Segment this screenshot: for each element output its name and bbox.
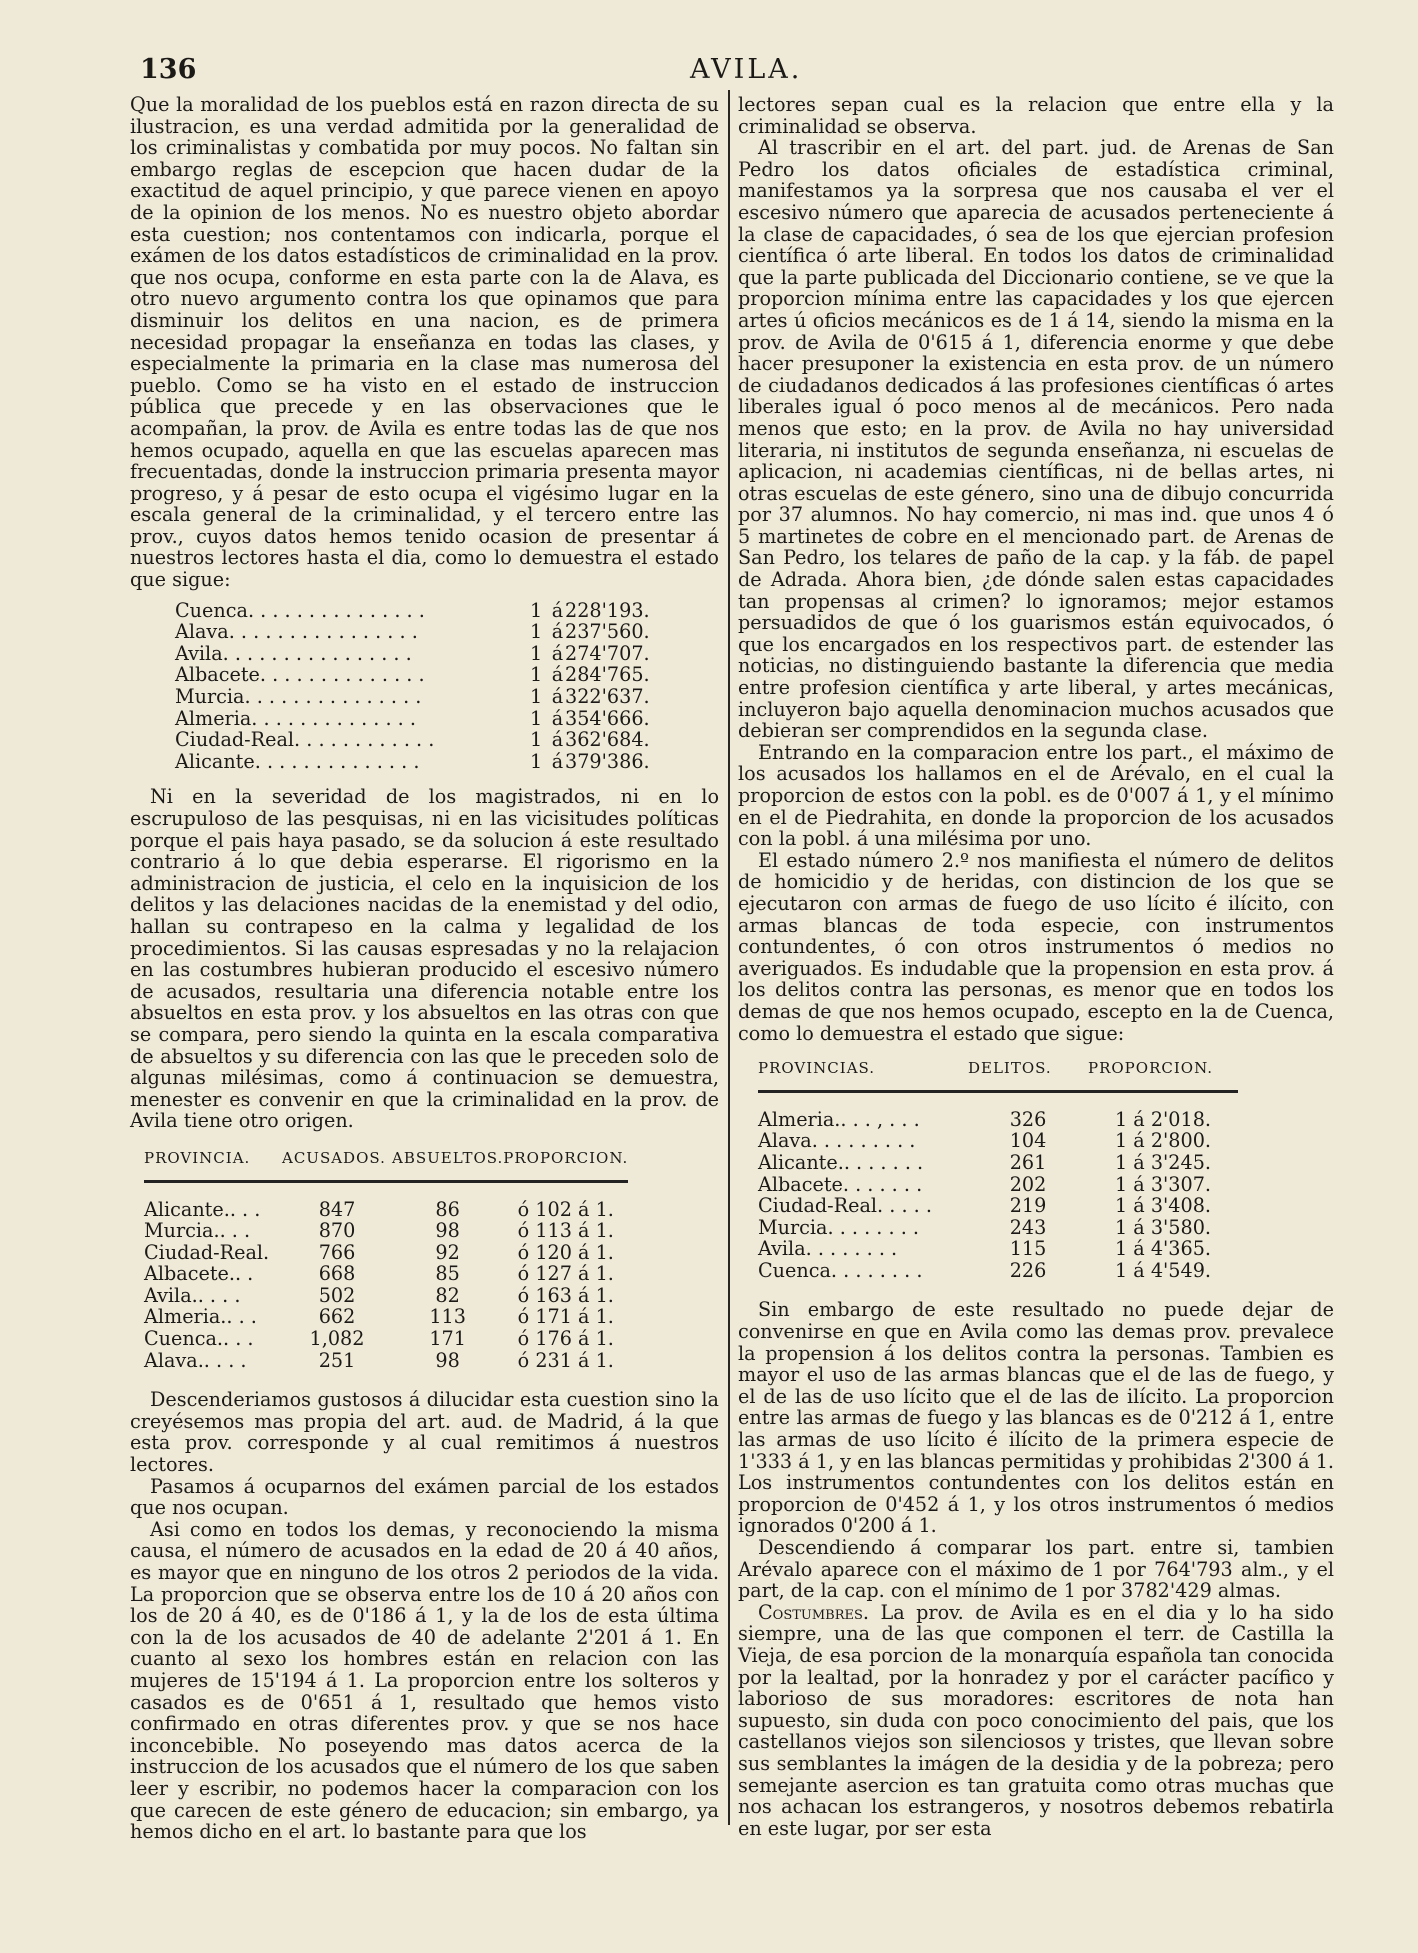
column-header: DELITOS. [968,1054,1088,1091]
province-cell: Murcia. . . . . . . . [758,1215,919,1239]
paragraph: Ni en la severidad de los magistrados, ni en lo escrupuloso de las pesquisas, ni en las vicisitudes políticas porque el pais haya pasado, se da solucion á este resultado contrario á lo que debia esperarse. El rigorismo en la administracion de justicia, el celo en la inquisicion de los delitos y las delaciones nacidas de la enemistad y del odio, hallan su contrapeso en la calma y legalidad de los procedimientos. Si las causas espresadas y no la relajacion en las costumbres hubieran producido el escesivo número de acusados, resultaria una diferencia notable entre los absueltos en esta prov. y los absueltos en las otras con que se compara, pero siendo la quinta en la escala comparativa de absueltos y su diferencia con las que le preceden solo de algunas milésimas, como á continuacion se demuestra, menester es convenir en que la criminalidad en la prov. de Avila tiene otro origen. [130,785,719,1133]
province-name: Albacete [175,663,260,687]
table-row [758,1152,1238,1174]
table-row [758,1195,1238,1217]
delitos-cell: 219 [1009,1194,1047,1218]
proporcion-cell: ó 163 á 1. [517,1283,614,1307]
acusados-cell: 251 [318,1348,356,1372]
delitos-cell: 326 [1009,1107,1047,1131]
absueltos-cell: 86 [435,1197,460,1221]
table-row [175,600,650,622]
acusados-cell: 662 [318,1305,356,1329]
province-cell: Alicante.. . . . . . . [758,1150,924,1174]
ratio-value: 379'386. [565,749,650,773]
province-name: Almeria [175,706,252,730]
proporcion-cell: 1 á 3'408. [1114,1194,1212,1218]
province-cell [175,621,530,643]
absueltos-cell: 82 [435,1283,460,1307]
ratio-sep: á [551,728,564,752]
province-name: Murcia [175,685,245,709]
table-row [144,1263,628,1285]
acusados-cell: 847 [318,1197,356,1221]
table-row [758,1174,1238,1196]
ratio-one: 1 [530,706,543,730]
province-name: Ciudad-Real [175,728,295,752]
province-name: Avila [175,641,223,665]
paragraph [738,1602,1334,1840]
leader-dots: . . . . . . . . . . . . . . [251,706,416,730]
proporcion-cell: 1 á 4'365. [1114,1237,1212,1261]
province-cell: Almeria.. . . [144,1305,257,1329]
table-row [144,1350,628,1372]
ratio-sep: á [551,749,564,773]
column-header: ABSUELTOS. [392,1144,503,1181]
table-row [175,664,650,686]
province-cell: Alava.. . . . [144,1348,247,1372]
table-row [758,1217,1238,1239]
paragraph: Que la moralidad de los pueblos está en razon directa de su ilustracion, es una verdad admitida por la generalidad de los criminalistas y combatida por muy pocos. No faltan sin embargo reglas de escepcion que hacen dudar de la exactitud de aquel principio, y que parece vienen en apoyo de la opinion de los menos. No es nuestro objeto abordar esta cuestion; nos contentamos con indicarla, porque el exámen de los datos estadísticos de criminalidad en la prov. que nos ocupa, conforme en esta parte con la de Alava, es otro nuevo argumento contra los que opinamos que para disminuir los delitos en una nacion, es de primera necesidad propagar la enseñanza en todas las clases, y especialmente la primaria en la clase mas numerosa del pueblo. Como se ha visto en el estado de instruccion pública que precede y en las observaciones que le acompañan, la prov. de Avila es entre todas las de que nos hemos ocupado, aquella en que las escuelas aparecen mas frecuentadas, donde la instruccion primaria presenta mayor progreso, y á pesar de esto ocupa el vigésimo lugar en la escala general de la criminalidad, y el tercero entre las prov., cuyos datos hemos tenido ocasion de presentar á nuestros lectores hasta el dia, como lo demuestra el estado que sigue: [130,93,719,592]
proporcion-cell: ó 113 á 1. [517,1219,614,1243]
table-row [175,751,650,773]
leader-dots: . . . . . . . . . . . . . . . . [222,641,412,665]
absueltos-cell: 85 [435,1262,460,1286]
table-row [758,1238,1238,1260]
absueltos-cell: 98 [435,1348,460,1372]
province-cell [175,729,530,751]
leader-dots: . . . . . . . . . . . . . . . [247,598,425,622]
province-cell: Avila. . . . . . . . [758,1237,898,1261]
province-cell [175,708,530,730]
province-cell [175,600,530,622]
table-row [758,1260,1238,1282]
province-name: Alava [175,620,229,644]
province-cell: Alicante.. . . [144,1197,261,1221]
leader-dots: . . . . . . . . . . . . [294,728,435,752]
proporcion-cell: ó 176 á 1. [517,1327,614,1351]
proporcion-cell: ó 231 á 1. [517,1348,614,1372]
absueltos-cell: 98 [435,1219,460,1243]
province-cell: Albacete.. . [144,1262,254,1286]
proporcion-cell: ó 102 á 1. [517,1197,614,1221]
proporcion-cell: ó 127 á 1. [517,1262,614,1286]
absueltos-cell: 92 [435,1240,460,1264]
table-row [144,1199,628,1221]
paragraph: Entrando en la comparacion entre los part., el máximo de los acusados los hallamos en el de Arévalo, en el cual la proporcion de estos con la pobl. es de 0'007 á 1, y el mínimo en el de Piedrahita, en donde la proporcion de los acusados con la pobl. á una milésima por uno. [738,740,1334,851]
column-divider [728,90,730,1825]
criminality-table [175,600,650,773]
ratio-value: 274'707. [565,641,650,665]
column-header: ACUSADOS. [282,1144,392,1181]
proporcion-cell: 1 á 2'018. [1114,1107,1212,1131]
ratio-sep: á [551,598,564,622]
proporcion-cell: ó 171 á 1. [517,1305,614,1329]
right-column [738,94,1334,1839]
paragraph: Asi como en todos los demas, y reconociendo la misma causa, el número de acusados en la edad de 20 á 40 años, es mayor que en ninguno de los otros 2 periodos de la vida. La proporcion que se observa entre los de 10 á 20 años con los de 20 á 40, es de 0'186 á 1, y la de los de esta última con la de los acusados de 40 de adelante 2'201 á 1. En cuanto al sexo los hombres están en relacion con las mujeres de 15'194 á 1. La proporcion entre los solteros y casados es de 0'651 á 1, resultado que hemos visto confirmado en otras diferentes prov. y que se nos hace inconcebible. No poseyendo mas datos acerca de la instruccion de los acusados que el número de los que saben leer y escribir, no podemos hacer la comparacion con los que carecen de este género de educacion; sin embargo, ya hemos dicho en el art. lo bastante para que los [130,1517,719,1844]
table-row [175,686,650,708]
ratio-sep: á [551,706,564,730]
province-cell [175,643,530,665]
delitos-cell: 115 [1009,1237,1047,1261]
province-cell: Alava. . . . . . . . . [758,1129,916,1153]
delitos-cell: 243 [1009,1215,1047,1239]
proporcion-cell: 1 á 2'800. [1114,1129,1212,1153]
column-header: PROVINCIA. [144,1144,282,1181]
leader-dots: . . . . . . . . . . . . . . [254,749,420,773]
absueltos-cell: 171 [429,1327,466,1351]
province-cell: Almeria.. . . , . . . [758,1107,920,1131]
province-cell: Ciudad-Real. [144,1240,270,1264]
paragraph: Descendiendo á comparar los part. entre si, tambien Arévalo aparece con el máximo de 1 por 764'793 alm., y el part, de la cap. con el mínimo de 1 por 3782'429 almas. [738,1536,1334,1603]
page-header [140,54,1340,88]
ratio-value: 354'666. [565,706,650,730]
province-name: Cuenca [175,598,248,622]
province-cell: Ciudad-Real. . . . . [758,1194,932,1218]
table-row [175,643,650,665]
leader-dots: . . . . . . . . . . . . . . . . [228,620,418,644]
table-row [144,1242,628,1264]
acquittals-table [144,1144,628,1371]
ratio-value: 362'684. [565,728,650,752]
ratio-one: 1 [530,749,543,773]
table-row [144,1306,628,1328]
delitos-cell: 261 [1009,1150,1047,1174]
ratio-one: 1 [530,598,543,622]
paragraph: Sin embargo de este resultado no puede dejar de convenirse en que en Avila como las demas prov. prevalece la propension á los delitos contra la personas. Tambien es mayor el uso de las armas blancas que el de las de fuego, y el de las de uso lícito que el de las de ilícito. La proporcion entre las armas de fuego y las blancas es de 0'212 á 1, entre las armas de uso lícito é ilícito de la primera especie de 1'333 á 1, y en las blancas permitidas y prohibidas 2'300 á 1. Los instrumentos contundentes con los delitos están en proporcion de 0'452 á 1, y los otros instrumentos ó medios ignorados 0'200 á 1. [738,1298,1335,1538]
left-column [130,94,719,1843]
province-cell: Albacete. . . . . . . [758,1172,923,1196]
proporcion-cell: 1 á 3'307. [1114,1172,1212,1196]
absueltos-cell: 113 [429,1305,466,1329]
ratio-one: 1 [530,685,543,709]
proporcion-cell: 1 á 3'580. [1114,1215,1212,1239]
table-row [758,1130,1238,1152]
ratio-value: 284'765. [565,663,650,687]
ratio-one: 1 [530,728,543,752]
acusados-cell: 870 [318,1219,356,1243]
province-cell [175,751,530,773]
table-row [175,621,650,643]
acusados-cell: 502 [318,1283,356,1307]
page-number: 136 [140,54,197,85]
paragraph: El estado número 2.º nos manifiesta el número de delitos de homicidio y de heridas, con distincion de los que se ejecutaron con armas de fuego de uso lícito é ilícito, con armas blancas de toda especie, con instrumentos contundentes, ó con otros instrumentos ó medios no averiguados. Es indudable que la propension en esta prov. á los delitos contra las personas, es menor que en todos los demas de que nos hemos ocupado, escepto en la de Cuenca, como lo demuestra el estado que sigue: [738,848,1334,1045]
province-cell [175,664,530,686]
province-cell: Murcia.. . . [144,1219,251,1243]
section-heading: Costumbres. [758,1600,870,1624]
column-header: PROVINCIAS. [758,1054,968,1091]
proporcion-cell: ó 120 á 1. [517,1240,614,1264]
running-title: AVILA. [690,54,803,85]
ratio-sep: á [551,663,564,687]
paragraph: Descenderiamos gustosos á dilucidar esta cuestion sino la creyésemos mas propia del art. aud. de Madrid, á la que esta prov. corresponde y al cual remitimos á nuestros lectores. [130,1388,719,1477]
paragraph: Al trascribir en el art. del part. jud. de Arenas de San Pedro los datos oficiales de estadística criminal, manifestamos ya la sorpresa que nos causaba el ver el escesivo número que aparecia de acusados perteneciente á la clase de capacidades, ó sea de los que ejercian profesion científica ó arte liberal. En todos los datos de criminalidad que la parte publicada del Diccionario contiene, se ve que la proporcion mínima entre las capacidades y los que ejercen artes ú oficios mecánicos es de 1 á 14, siendo la misma en la prov. de Avila de 0'615 á 1, diferencia enorme y que debe hacer presuponer la existencia en esta prov. de un número de ciudadanos dedicados á las profesiones científicas ó artes liberales igual ó poco menos al de mecánicos. Pero nada menos que esto; en la prov. de Avila no hay universidad literaria, ni institutos de segunda enseñanza, ni escuelas de aplicacion, ni academias científicas, ni de bellas artes, ni otras escuelas de este género, sino una de dibujo concurrida por 37 alumnos. No hay comercio, ni mas ind. que unos 4 ó 5 martinetes de cobre en el mencionado part. de Arenas de San Pedro, los telares de paño de la cap. y la fáb. de papel de Adrada. Ahora bien, ¿de dónde salen estas capacidades tan propensas al crimen? lo ignoramos; mejor estamos persuadidos de que ó los guarismos están equivocados, ó que los encargados en los respectivos part. de estender las noticias, no distinguiendo bastante la diferencia que media entre profesion científica y arte liberal, y artes mecánicas, incluyeron bajo aquella denominacion muchos acusados que debieran ser comprendidos en la segunda clase. [738,136,1334,743]
paragraph-text: La prov. de Avila es en el dia y lo ha sido siempre, una de las que componen el terr. de Castilla la Vieja, de esa porcion de la monarquía española tan conocida por la lealtad, por la honradez y por el carácter pacífico y laborioso de sus moradores: escritores de nota han supuesto, sin duda con poco conocimiento del pais, que los castellanos viejos son silenciosos y tristes, que llevan sobre sus semblantes la imágen de la desidia y de la pobreza; pero semejante asercion es tan gratuita como otras muchas que nos achacan los estrangeros, y nosotros debemos rebatirla en este lugar, por ser esta [738,1600,1334,1840]
ratio-value: 237'560. [565,620,650,644]
province-name: Alicante [175,749,255,773]
ratio-sep: á [551,641,564,665]
table-row [144,1285,628,1307]
column-header: PROPORCION. [1088,1054,1238,1091]
leader-dots: . . . . . . . . . . . . . . [259,663,425,687]
paragraph: lectores sepan cual es la relacion que entre ella y la criminalidad se observa. [738,93,1334,138]
table-row [175,708,650,730]
table-row [144,1220,628,1242]
leader-dots: . . . . . . . . . . . . . . . [244,685,422,709]
proporcion-cell: 1 á 4'549. [1114,1258,1212,1282]
ratio-one: 1 [530,663,543,687]
province-cell: Avila.. . . . [144,1283,241,1307]
province-cell [175,686,530,708]
delitos-cell: 226 [1009,1258,1047,1282]
ratio-value: 228'193. [565,598,650,622]
delitos-cell: 202 [1009,1172,1047,1196]
acusados-cell: 668 [318,1262,356,1286]
table-row [144,1328,628,1350]
acusados-cell: 1,082 [309,1327,365,1351]
ratio-sep: á [551,685,564,709]
acusados-cell: 766 [318,1240,356,1264]
column-header: PROPORCION. [503,1144,628,1181]
province-cell: Cuenca. . . . . . . . [758,1258,923,1282]
proporcion-cell: 1 á 3'245. [1114,1150,1212,1174]
crimes-table [758,1054,1238,1281]
province-cell: Cuenca.. . . [144,1327,254,1351]
ratio-one: 1 [530,620,543,644]
table-row [175,729,650,751]
ratio-one: 1 [530,641,543,665]
table-row [758,1109,1238,1131]
ratio-sep: á [551,620,564,644]
paragraph: Pasamos á ocuparnos del exámen parcial de los estados que nos ocupan. [130,1474,719,1520]
delitos-cell: 104 [1009,1129,1047,1153]
ratio-value: 322'637. [565,685,650,709]
